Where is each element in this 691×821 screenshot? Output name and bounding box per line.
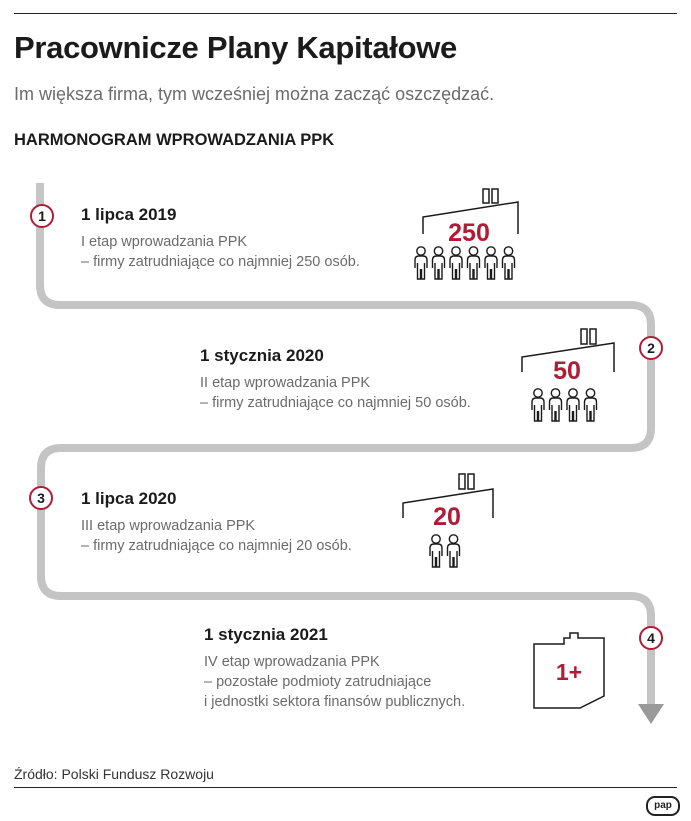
person-icon [415,247,427,279]
stage-4-threshold: 1+ [555,659,583,685]
stage-2-line-1: II etap wprowadzania PPK [200,375,371,391]
person-icon [450,247,462,279]
person-icon [550,389,562,421]
stage-4-date: 1 stycznia 2021 [204,625,328,644]
stage-1-people-icons [415,247,515,279]
section-heading: HARMONOGRAM WPROWADZANIA PPK [14,131,335,149]
stage-2-line-2: – firmy zatrudniające co najmniej 50 osób. [200,395,471,411]
person-icon [448,535,460,567]
stage-1-factory-icon [410,186,530,288]
stage-3-threshold: 20 [433,503,461,531]
stage-1-threshold: 250 [448,219,490,247]
stage-4-number: 4 [647,630,655,646]
bottom-rule [14,787,677,788]
person-icon [433,247,445,279]
stage-2-number: 2 [647,340,655,356]
pap-logo: pap [646,796,680,816]
person-icon [485,247,497,279]
stage-3-number: 3 [37,490,45,506]
stage-2-people-icons [532,389,597,421]
stage-3-factory-icon [397,470,497,576]
stage-2-date: 1 stycznia 2020 [200,346,324,365]
page-title: Pracownicze Plany Kapitałowe [14,30,457,65]
stage-3-people-icons [430,535,460,567]
stage-3-badge [28,485,54,511]
stage-3-line-2: – firmy zatrudniające co najmniej 20 osób. [81,538,352,554]
person-icon [430,535,442,567]
stage-4-badge [638,625,664,651]
person-icon [585,389,597,421]
stage-1-date: 1 lipca 2019 [81,205,177,224]
stage-4-line-1: IV etap wprowadzania PPK [204,654,380,670]
stage-1-line-1: I etap wprowadzania PPK [81,234,248,250]
stage-1-badge [29,203,55,229]
stage-2-factory-icon [517,326,617,430]
person-icon [567,389,579,421]
stage-3-date: 1 lipca 2020 [81,489,177,508]
stage-4-building-icon [530,632,610,712]
person-icon [503,247,515,279]
timeline-arrowhead [638,704,664,724]
person-icon [468,247,480,279]
stage-2-threshold: 50 [553,357,581,385]
person-icon [532,389,544,421]
page-subtitle: Im większa firma, tym wcześniej można zacząć oszczędzać. [14,84,495,104]
stage-1-number: 1 [38,208,46,224]
stage-2-badge [638,335,664,361]
stage-4-line-2: – pozostałe podmioty zatrudniające [204,674,432,690]
stage-3-line-1: III etap wprowadzania PPK [81,518,256,534]
stage-4-line-3: i jednostki sektora finansów publicznych. [204,694,466,710]
source-note: Źródło: Polski Fundusz Rozwoju [14,766,214,782]
stage-1-line-2: – firmy zatrudniające co najmniej 250 osób. [81,254,360,270]
